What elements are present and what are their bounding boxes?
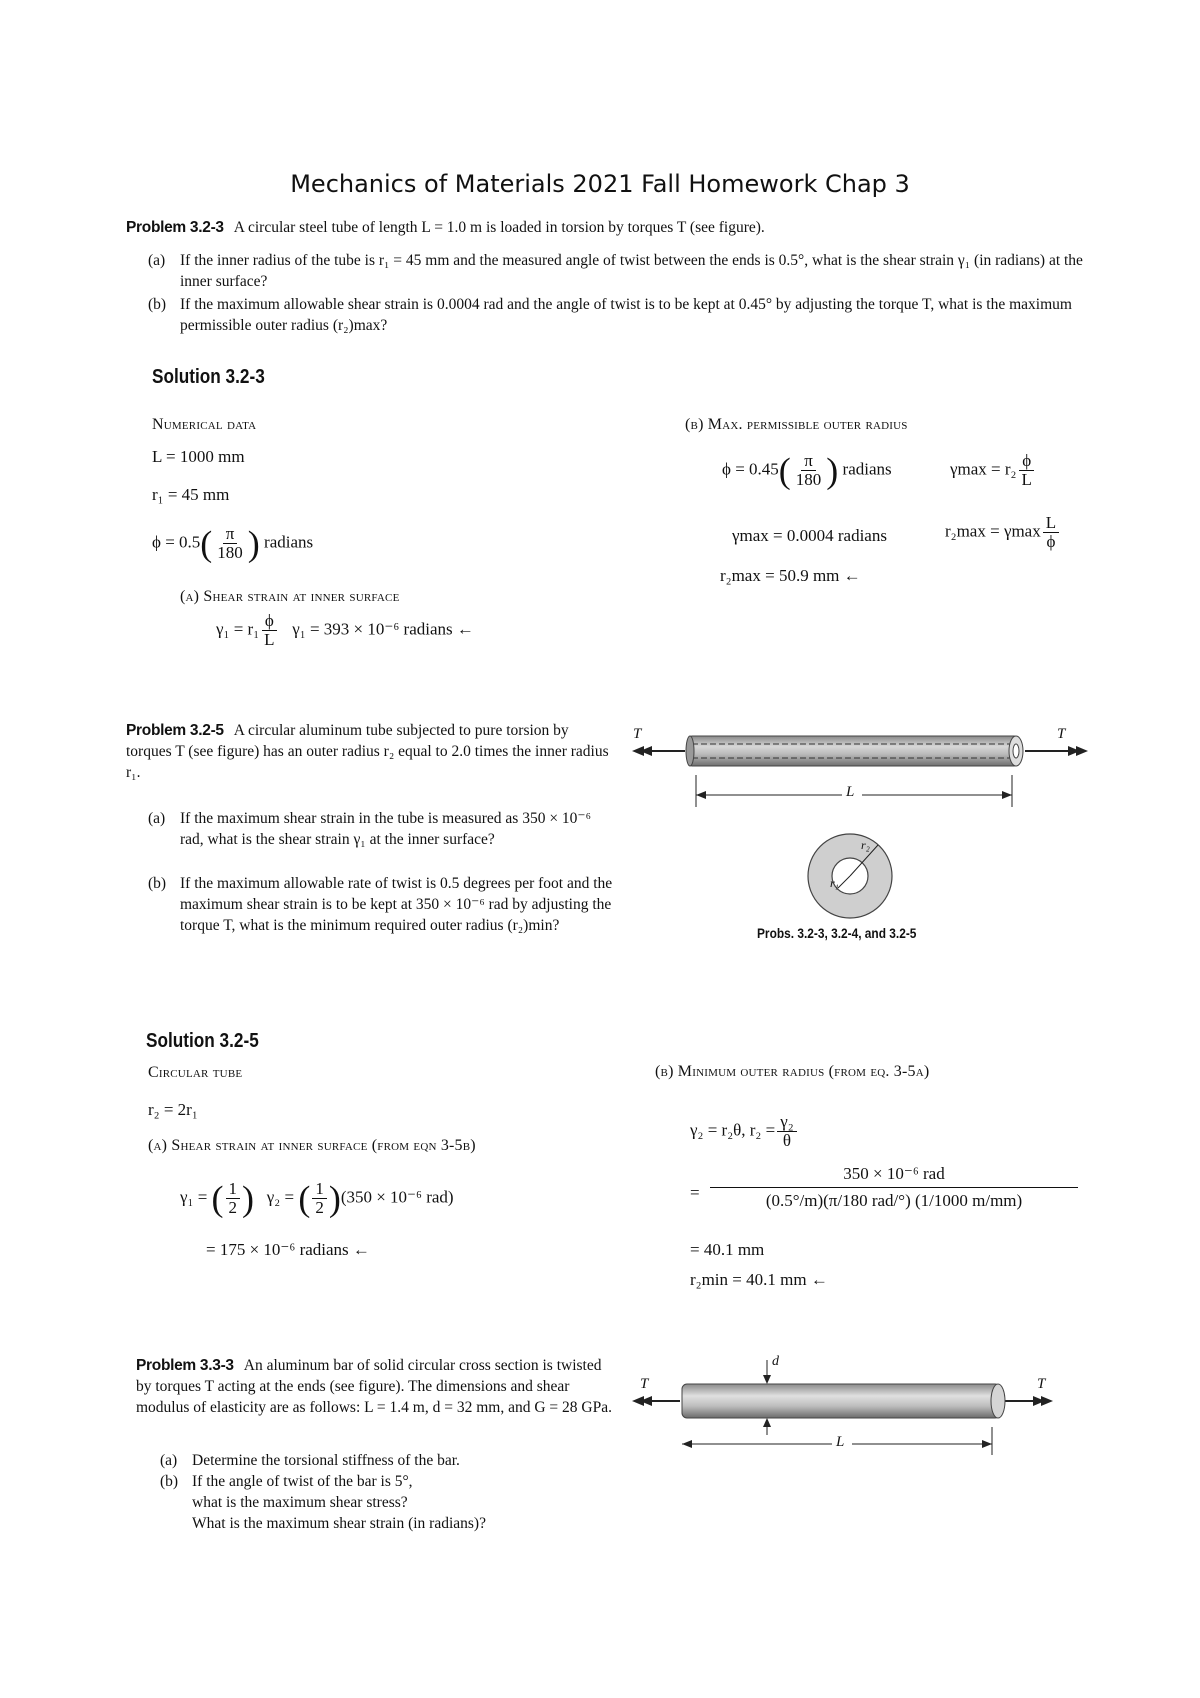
page-title: Mechanics of Materials 2021 Fall Homework Chap 3 bbox=[290, 170, 910, 198]
problem-label: Problem 3.3-3 bbox=[136, 1357, 234, 1374]
tube-body bbox=[688, 736, 1018, 766]
denominator: 2 bbox=[228, 1197, 238, 1217]
gamma-max-relation bbox=[950, 452, 1037, 489]
unit: radians bbox=[264, 532, 314, 552]
gamma1-result: γ₁ = 393 × 10⁻⁶ radians ← bbox=[292, 619, 474, 639]
gamma-max-lhs: γmax = r₂ bbox=[950, 459, 1017, 479]
problem-3-2-3 bbox=[126, 217, 1086, 238]
torque-label-right: T bbox=[1057, 726, 1066, 742]
denominator: 180 bbox=[217, 542, 243, 562]
torque-label-left: T bbox=[633, 726, 642, 742]
gamma1-equation bbox=[216, 612, 474, 649]
part-label: (b) bbox=[148, 875, 167, 892]
figure-caption: Probs. 3.2-3, 3.2-4, and 3.2-5 bbox=[757, 925, 917, 941]
bar-body bbox=[682, 1384, 1000, 1418]
problem-3-2-3-part-b bbox=[148, 294, 1083, 336]
torque-label-right: T bbox=[1037, 1376, 1046, 1392]
part-text: If the maximum allowable shear strain is 0.0004 rad and the angle of twist is to be kept at 0.45° by adjusting the torque T, what is the maximum permissible outer radius (r₂)max? bbox=[180, 296, 1072, 334]
solution-3-2-3-heading: Solution 3.2-3 bbox=[152, 366, 265, 388]
dim-arrow-left bbox=[682, 1440, 692, 1448]
gamma-max-value: γmax = 0.0004 radians bbox=[732, 526, 887, 545]
gamma1-gamma2-equation: γ₁ = ( $\frac{1}{2}$ ) γ₂ = ( $\frac{1}{2}$ )(350 × 10⁻⁶ rad) bbox=[180, 1178, 454, 1219]
phi-symbol: ϕ bbox=[1019, 452, 1034, 471]
gamma1-result: = 175 × 10⁻⁶ radians ← bbox=[206, 1240, 370, 1259]
length-value: L = 1000 mm bbox=[152, 447, 245, 466]
fraction-numerator: 350 × 10⁻⁶ rad bbox=[710, 1164, 1078, 1188]
part-a-heading: (a) Shear strain at inner surface (from eqn 3-5b) bbox=[148, 1137, 476, 1154]
unit: radians bbox=[842, 459, 892, 479]
dim-arrow-left bbox=[696, 791, 706, 799]
numerator: 1 bbox=[312, 1180, 327, 1199]
gamma2-value: (350 × 10⁻⁶ rad) bbox=[340, 1187, 454, 1207]
problem-3-2-3-part-a bbox=[148, 250, 1083, 292]
r2-fraction bbox=[710, 1164, 1078, 1211]
dim-arrow-right bbox=[982, 1440, 992, 1448]
bar-end-right bbox=[991, 1384, 1005, 1418]
r2-eq-sign: = bbox=[690, 1183, 700, 1202]
torque-label-left: T bbox=[640, 1376, 649, 1392]
circular-tube-heading: Circular tube bbox=[148, 1064, 243, 1081]
d-arrow-top bbox=[763, 1375, 771, 1384]
gamma1-lhs: γ₁ = bbox=[180, 1187, 208, 1207]
gamma2-lhs: γ₂ = bbox=[266, 1187, 295, 1207]
r2max-relation bbox=[945, 514, 1061, 551]
tube-figure bbox=[630, 725, 1090, 955]
r2-theta-lhs: γ₂ = r₂θ, r₂ = bbox=[690, 1120, 776, 1140]
r2max-result: r₂max = 50.9 mm ← bbox=[720, 566, 861, 585]
part-label: (b) bbox=[148, 296, 167, 313]
phi45-equation: ϕ = 0.45( $\frac{\pi}{180}$ ) radians bbox=[722, 450, 892, 491]
phi45-lhs: ϕ = 0.45 bbox=[722, 459, 779, 479]
part-text: what is the maximum shear stress? bbox=[192, 1494, 408, 1511]
problem-text: An aluminum bar of solid circular cross section is twisted by torques T acting at the ends (see figure). The dimensions and shear modulus of elasticity are as follows: L = 1.4 m, d = 32 mm, and G = 28 GPa. bbox=[136, 1357, 612, 1416]
problem-text: A circular aluminum tube subjected to pure torsion by torques T (see figure) has an outer radius r₂ equal to 2.0 times the inner radius r₁. bbox=[126, 722, 609, 781]
part-text: If the inner radius of the tube is r₁ = 45 mm and the measured angle of twist between the ends is 0.5°, what is the shear strain γ₁ (in radians) at the inner surface? bbox=[180, 252, 1083, 290]
fraction-denominator: (0.5°/m)(π/180 rad/°) (1/1000 m/mm) bbox=[765, 1191, 1023, 1210]
bar-figure bbox=[630, 1355, 1070, 1465]
dim-arrow-right bbox=[1002, 791, 1012, 799]
problem-3-3-3-part-b bbox=[160, 1471, 620, 1534]
phi-lhs: ϕ = 0.5 bbox=[152, 532, 201, 552]
part-text: What is the maximum shear strain (in radians)? bbox=[192, 1515, 486, 1532]
problem-3-3-3-part-a bbox=[160, 1450, 620, 1471]
numerical-data-heading: Numerical data bbox=[152, 416, 257, 433]
length-label: L bbox=[836, 1434, 845, 1450]
problem-label: Problem 3.2-5 bbox=[126, 722, 224, 739]
tube-bore-right bbox=[1013, 744, 1019, 758]
part-label: (a) bbox=[148, 252, 166, 269]
length-symbol: L bbox=[1021, 469, 1032, 489]
part-a-heading: (a) Shear strain at inner surface bbox=[180, 588, 400, 605]
length-label: L bbox=[846, 784, 855, 800]
denominator: 180 bbox=[795, 469, 822, 489]
tube-end-left bbox=[686, 736, 694, 766]
pi-symbol: π bbox=[223, 525, 238, 544]
length-symbol: L bbox=[1043, 514, 1059, 533]
length-symbol: L bbox=[264, 629, 275, 649]
part-text: If the angle of twist of the bar is 5°, bbox=[192, 1473, 413, 1490]
gamma1-lhs: γ₁ = r₁ bbox=[216, 619, 260, 639]
part-label: (a) bbox=[160, 1452, 178, 1469]
denominator: 2 bbox=[315, 1197, 324, 1217]
part-b-heading: (b) Minimum outer radius (from eq. 3-5a) bbox=[655, 1063, 930, 1080]
theta-symbol: θ bbox=[782, 1130, 791, 1150]
r2-theta-relation bbox=[690, 1113, 799, 1150]
pi-symbol: π bbox=[801, 452, 816, 471]
r2-relation: r₂ = 2r₁ bbox=[148, 1100, 198, 1119]
part-text: If the maximum shear strain in the tube is measured as 350 × 10⁻⁶ rad, what is the shear strain γ₁ at the inner surface? bbox=[180, 810, 592, 848]
part-b-heading: (b) Max. permissible outer radius bbox=[685, 416, 908, 433]
r1-label: r₁ bbox=[830, 876, 839, 890]
part-label: (b) bbox=[160, 1473, 179, 1490]
numerator: 1 bbox=[226, 1180, 241, 1199]
problem-3-2-5-part-a bbox=[148, 808, 616, 850]
problem-3-3-3 bbox=[136, 1355, 618, 1418]
solution-3-2-5-heading: Solution 3.2-5 bbox=[146, 1030, 259, 1052]
phi-equation: ϕ = 0.5( $\frac{\pi}{180}$ ) radians bbox=[152, 523, 314, 564]
diameter-label: d bbox=[772, 1354, 779, 1369]
r2-value: = 40.1 mm bbox=[690, 1240, 765, 1259]
d-arrow-bottom bbox=[763, 1418, 771, 1427]
gamma2-symbol: γ₂ bbox=[777, 1113, 796, 1132]
part-text: Determine the torsional stiffness of the bar. bbox=[192, 1452, 460, 1469]
problem-text: A circular steel tube of length L = 1.0 m is loaded in torsion by torques T (see figure). bbox=[233, 219, 765, 236]
part-label: (a) bbox=[148, 810, 166, 827]
r2min-result: r₂min = 40.1 mm ← bbox=[690, 1270, 828, 1289]
inner-radius-value: r₁ = 45 mm bbox=[152, 485, 230, 504]
part-text: If the maximum allowable rate of twist is 0.5 degrees per foot and the maximum shear strain is to be kept at 350 × 10⁻⁶ rad by adjusting the torque T, what is the minimum required outer radius (r₂)min? bbox=[180, 875, 613, 934]
problem-label: Problem 3.2-3 bbox=[126, 219, 224, 236]
phi-symbol: ϕ bbox=[262, 612, 277, 631]
problem-3-2-5-part-b bbox=[148, 873, 616, 936]
r2max-lhs: r₂max = γmax bbox=[945, 521, 1041, 541]
phi-symbol: ϕ bbox=[1046, 531, 1056, 551]
r2-label: r₂ bbox=[861, 838, 870, 852]
problem-3-2-5 bbox=[126, 720, 616, 783]
